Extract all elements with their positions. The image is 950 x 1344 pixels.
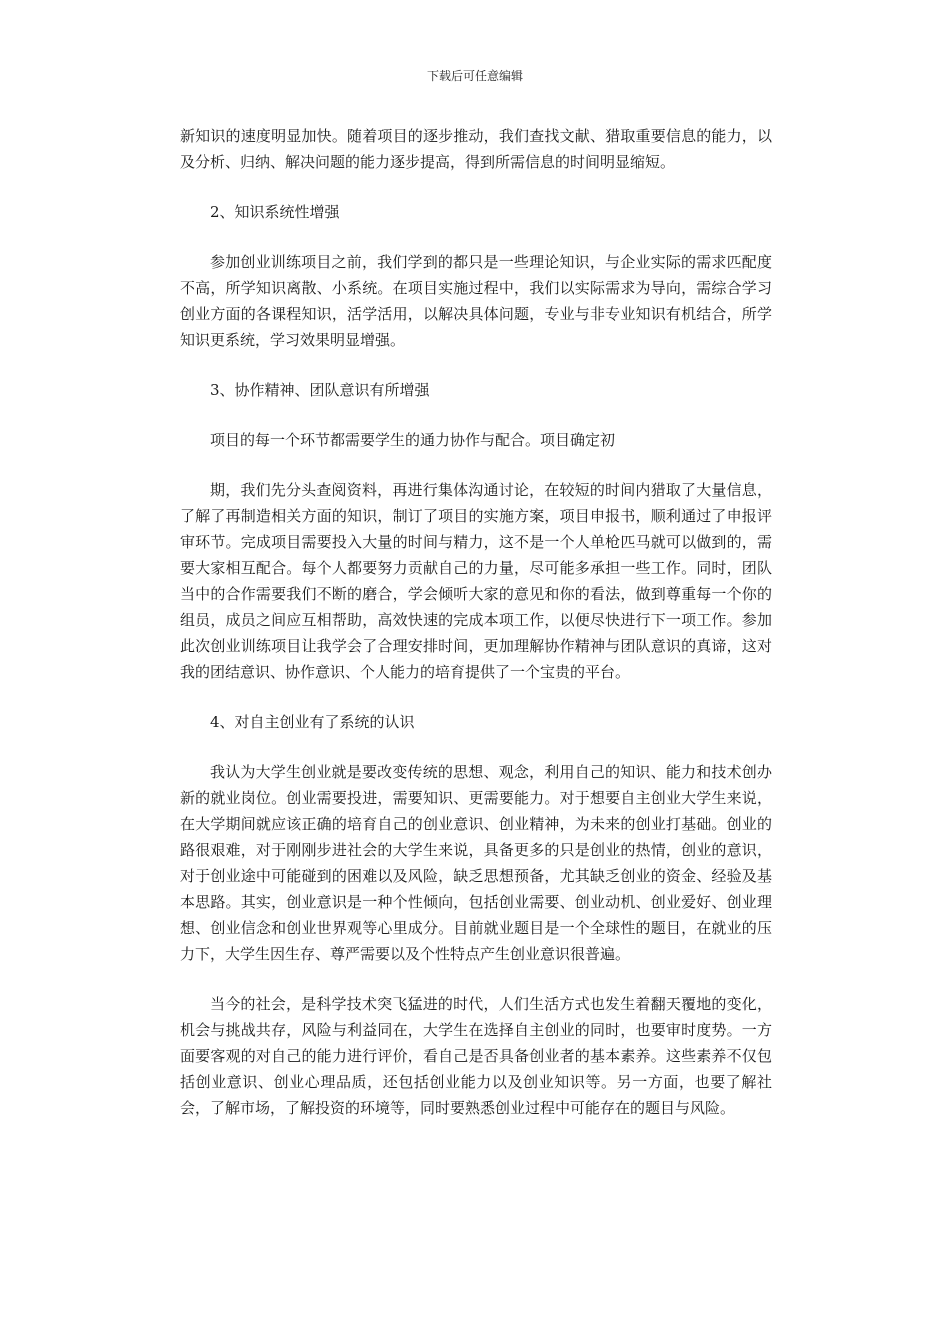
paragraph: 当今的社会，是科学技术突飞猛进的时代，人们生活方式也发生着翻天覆地的变化，机会与挑战共存，风险与利益同在，大学生在选择自主创业的同时，也要审时度势。一方面要客观的对自己的能力进行评价，看自己是否具备创业者的基本素养。这些素养不仅包括创业意识、创业心理品质，还包括创业能力以及创业知识等。另一方面，也要了解社会，了解市场，了解投资的环境等，同时要熟悉创业过程中可能存在的题目与风险。 bbox=[180, 995, 772, 1117]
section-heading: 4、对自主创业有了系统的认识 bbox=[210, 713, 415, 731]
paragraph: 我认为大学生创业就是要改变传统的思想、观念，利用自己的知识、能力和技术创办新的就业岗位。创业需要投进，需要知识、更需要能力。对于想要自主创业大学生来说，在大学期间就应该正确的培育自己的创业意识、创业精神，为未来的创业打基础。创业的路很艰难，对于刚刚步进社会的大学生来说，具备更多的只是创业的热情，创业的意识，对于创业途中可能碰到的困难以及风险，缺乏思想预备，尤其缺乏创业的资金、经验及基本思路。其实，创业意识是一种个性倾向，包括创业需要、创业动机、创业爱好、创业理想、创业信念和创业世界观等心里成分。目前就业题目是一个全球性的题目，在就业的压力下，大学生因生存、尊严需要以及个性特点产生创业意识很普遍。 bbox=[180, 763, 772, 963]
paragraph: 期，我们先分头查阅资料，再进行集体沟通讨论，在较短的时间内猎取了大量信息，了解了再制造相关方面的知识，制订了项目的实施方案，项目申报书，顺利通过了申报评审环节。完成项目需要投入大量的时间与精力，这不是一个人单枪匹马就可以做到的，需要大家相互配合。每个人都要努力贡献自己的力量，尽可能多承担一些工作。同时，团队当中的合作需要我们不断的磨合，学会倾听大家的意见和你的看法，做到尊重每一个你的组员，成员之间应互相帮助，高效快速的完成本项工作，以便尽快进行下一项工作。参加此次创业训练项目让我学会了合理安排时间，更加理解协作精神与团队意识的真谛，这对我的团结意识、协作意识、个人能力的培育提供了一个宝贵的平台。 bbox=[180, 481, 772, 681]
section-heading: 2、知识系统性增强 bbox=[210, 203, 340, 221]
section-heading: 3、协作精神、团队意识有所增强 bbox=[210, 381, 430, 399]
paragraph: 项目的每一个环节都需要学生的通力协作与配合。项目确定初 bbox=[210, 431, 616, 449]
page-header: 下载后可任意编辑 bbox=[426, 69, 523, 83]
document-body bbox=[180, 123, 772, 1145]
paragraph: 参加创业训练项目之前，我们学到的都只是一些理论知识，与企业实际的需求匹配度不高，所学知识离散、小系统。在项目实施过程中，我们以实际需求为导向，需综合学习创业方面的各课程知识，活学活用，以解决具体问题，专业与非专业知识有机结合，所学知识更系统，学习效果明显增强。 bbox=[180, 253, 772, 349]
paragraph: 新知识的速度明显加快。随着项目的逐步推动，我们查找文献、猎取重要信息的能力，以及分析、归纳、解决问题的能力逐步提高，得到所需信息的时间明显缩短。 bbox=[180, 127, 772, 171]
